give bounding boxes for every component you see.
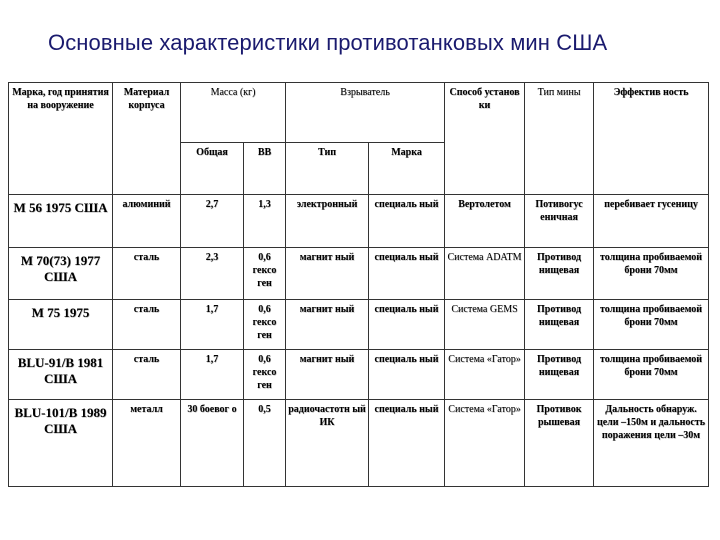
cell-fuze-brand: специаль ный [369, 248, 445, 300]
cell-mass-total: 2,3 [181, 248, 244, 300]
header-mass-total: Общая [181, 143, 244, 195]
cell-method: Система GEMS [445, 300, 525, 350]
cell-effect: толщина пробиваемой брони 70мм [594, 300, 709, 350]
cell-mass-total: 1,7 [181, 350, 244, 400]
header-fuze-brand: Марка [369, 143, 445, 195]
cell-fuze-brand: специаль ный [369, 195, 445, 248]
cell-brand: BLU-101/B 1989 США [9, 400, 113, 487]
cell-mass-total: 30 боевог о [181, 400, 244, 487]
table-row [9, 300, 709, 350]
cell-mass-vv: 0,6 гексо ген [244, 248, 286, 300]
cell-brand: М 75 1975 [9, 300, 113, 350]
table-row [9, 400, 709, 487]
header-mass-vv: ВВ [244, 143, 286, 195]
cell-mass-vv: 0,6 гексо ген [244, 350, 286, 400]
header-method: Способ установ ки [445, 83, 525, 195]
cell-fuze-type: магнит ный [286, 300, 369, 350]
cell-mine-type: Потивогус еничная [525, 195, 594, 248]
header-material: Материал корпуса [113, 83, 181, 195]
table-row [9, 195, 709, 248]
cell-mass-vv: 1,3 [244, 195, 286, 248]
cell-material: сталь [113, 350, 181, 400]
cell-brand: BLU-91/B 1981 США [9, 350, 113, 400]
cell-effect: Дальность обнаруж. цели –150м и дальность поражения цели –30м [594, 400, 709, 487]
cell-mine-type: Противод нищевая [525, 248, 594, 300]
cell-effect: перебивает гусеницу [594, 195, 709, 248]
header-mass: Масса (кг) [181, 83, 286, 143]
header-effect: Эффектив ность [594, 83, 709, 195]
cell-fuze-type: магнит ный [286, 248, 369, 300]
header-fuze-type: Тип [286, 143, 369, 195]
cell-mass-vv: 0,6 гексо ген [244, 300, 286, 350]
cell-material: алюминий [113, 195, 181, 248]
cell-mine-type: Противод нищевая [525, 300, 594, 350]
page-title: Основные характеристики противотанковых мин США [48, 30, 608, 55]
cell-material: металл [113, 400, 181, 487]
cell-fuze-type: электронный [286, 195, 369, 248]
cell-effect: толщина пробиваемой брони 70мм [594, 350, 709, 400]
table-row [9, 350, 709, 400]
cell-fuze-brand: специаль ный [369, 300, 445, 350]
cell-mine-type: Противод нищевая [525, 350, 594, 400]
cell-method: Система ADATM [445, 248, 525, 300]
header-mine-type: Тип мины [525, 83, 594, 195]
cell-fuze-brand: специаль ный [369, 400, 445, 487]
cell-fuze-brand: специаль ный [369, 350, 445, 400]
cell-fuze-type: магнит ный [286, 350, 369, 400]
cell-mass-vv: 0,5 [244, 400, 286, 487]
cell-brand: М 70(73) 1977 США [9, 248, 113, 300]
cell-mass-total: 2,7 [181, 195, 244, 248]
cell-method: Система «Гатор» [445, 350, 525, 400]
cell-method: Система «Гатор» [445, 400, 525, 487]
cell-mass-total: 1,7 [181, 300, 244, 350]
header-brand: Марка, год принятия на вооружение [9, 83, 113, 195]
mines-table [8, 82, 709, 487]
cell-material: сталь [113, 300, 181, 350]
cell-brand: М 56 1975 США [9, 195, 113, 248]
table-row [9, 248, 709, 300]
cell-mine-type: Противок рышевая [525, 400, 594, 487]
cell-method: Вертолетом [445, 195, 525, 248]
cell-effect: толщина пробиваемой брони 70мм [594, 248, 709, 300]
cell-material: сталь [113, 248, 181, 300]
header-row-1 [9, 83, 709, 143]
cell-fuze-type: радиочастотн ый ИК [286, 400, 369, 487]
header-fuze: Взрыватель [286, 83, 445, 143]
